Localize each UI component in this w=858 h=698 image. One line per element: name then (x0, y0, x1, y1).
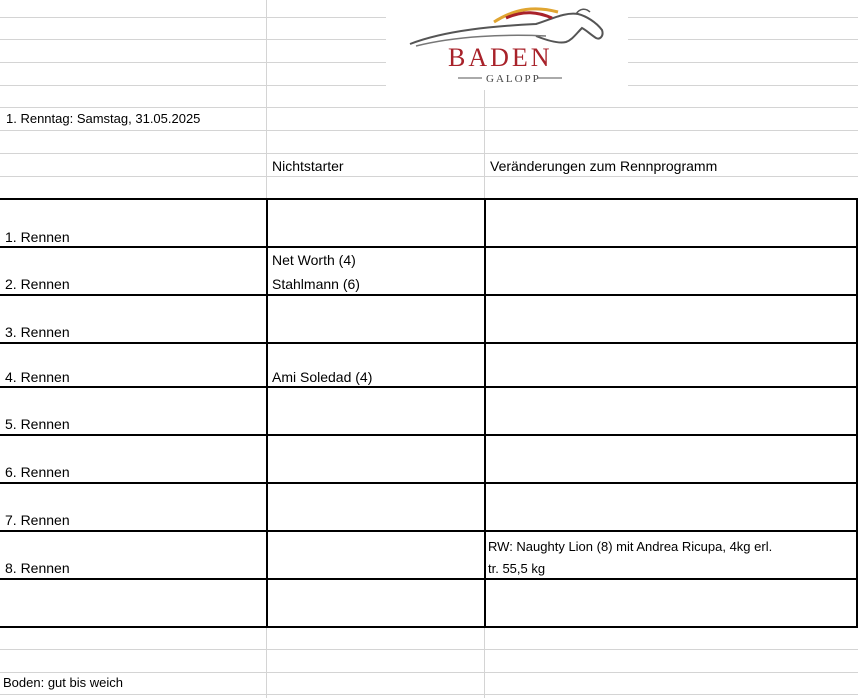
gridline (0, 17, 386, 18)
gridline (628, 17, 858, 18)
gridline (0, 672, 858, 673)
gridline (628, 39, 858, 40)
gridline (0, 62, 386, 63)
table-border (0, 198, 858, 200)
table-border (0, 530, 858, 532)
race-label-3: 3. Rennen (5, 324, 70, 340)
gridline (266, 0, 267, 199)
nichtstarter-2-2: Stahlmann (6) (272, 276, 360, 292)
logo-brand: BADEN (448, 43, 553, 72)
gridline (266, 627, 267, 698)
boden-label: Boden: gut bis weich (3, 675, 123, 690)
table-border (0, 386, 858, 388)
gridline (0, 694, 858, 695)
table-border (0, 434, 858, 436)
renntag-label: 1. Renntag: Samstag, 31.05.2025 (6, 111, 201, 126)
gridline (0, 176, 858, 177)
column-header-changes: Veränderungen zum Rennprogramm (490, 158, 718, 174)
table-border (0, 578, 858, 580)
gridline (628, 62, 858, 63)
table-border (0, 246, 858, 248)
change-8-2: tr. 55,5 kg (488, 561, 546, 576)
baden-galopp-logo (386, 0, 628, 90)
gridline (0, 130, 858, 131)
gridline (484, 85, 485, 199)
race-label-2: 2. Rennen (5, 276, 70, 292)
table-border (484, 198, 486, 628)
table-border (0, 626, 858, 628)
race-label-7: 7. Rennen (5, 512, 70, 528)
table-border (0, 342, 858, 344)
change-8-1: RW: Naughty Lion (8) mit Andrea Ricupa, 4kg erl. (488, 539, 773, 554)
gridline (0, 39, 386, 40)
table-border (266, 198, 268, 628)
gridline (0, 153, 858, 154)
race-label-5: 5. Rennen (5, 416, 70, 432)
race-label-1: 1. Rennen (5, 229, 70, 245)
race-label-4: 4. Rennen (5, 369, 70, 385)
gridline (0, 107, 858, 108)
race-label-6: 6. Rennen (5, 464, 70, 480)
nichtstarter-2-1: Net Worth (4) (272, 252, 356, 268)
gridline (0, 649, 858, 650)
table-border (0, 482, 858, 484)
gridline (484, 627, 485, 698)
logo-sub: GALOPP (486, 73, 541, 85)
horse-icon (386, 0, 628, 90)
nichtstarter-4-1: Ami Soledad (4) (272, 369, 373, 385)
table-border (0, 294, 858, 296)
column-header-nichtstarter: Nichtstarter (272, 158, 344, 174)
race-label-8: 8. Rennen (5, 560, 70, 576)
